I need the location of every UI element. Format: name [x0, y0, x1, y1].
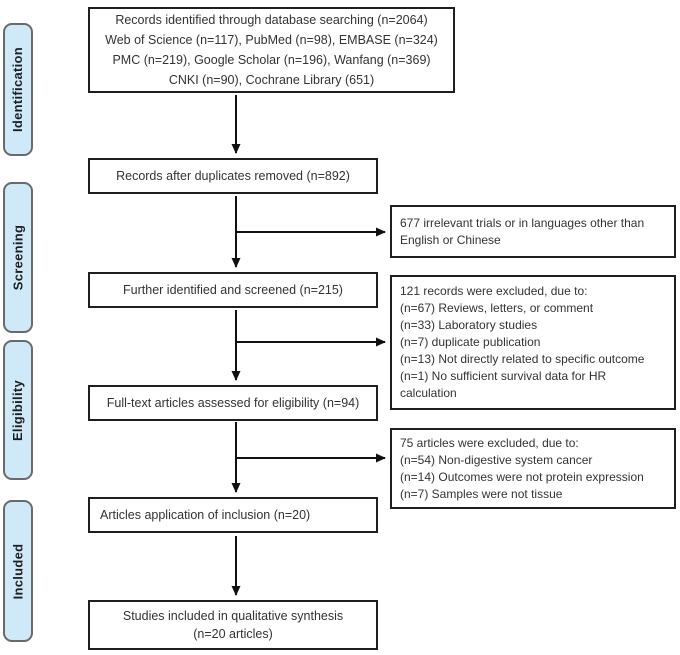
flow-box-line: Web of Science (n=117), PubMed (n=98), EMBASE (n=324): [105, 33, 438, 47]
flow-box-line: Articles application of inclusion (n=20): [100, 508, 311, 522]
exclusion-box-articles-excluded: [390, 428, 676, 509]
flow-box-line: PMC (n=219), Google Scholar (n=196), Wanfang (n=369): [112, 53, 431, 67]
exclusion-box-records-excluded: [390, 275, 676, 410]
exclusion-line: (n=14) Outcomes were not protein expression: [400, 469, 644, 484]
flow-box-qualitative-synthesis: [88, 600, 378, 650]
exclusion-line: 121 records were excluded, due to:: [400, 284, 588, 298]
flow-box-line: Records identified through database searching (n=2064): [115, 13, 428, 27]
flow-box-line: Further identified and screened (n=215): [123, 283, 343, 297]
exclusion-line: (n=1) No sufficient survival data for HR: [400, 369, 607, 383]
exclusion-line: calculation: [400, 386, 457, 400]
exclusion-line: 75 articles were excluded, due to:: [400, 435, 579, 450]
exclusion-line: (n=7) duplicate publication: [400, 335, 541, 349]
flow-box-line: (n=20 articles): [193, 627, 273, 641]
stage-label-text: Identification: [10, 46, 26, 133]
flow-box-line: CNKI (n=90), Cochrane Library (651): [168, 73, 375, 87]
exclusion-line: (n=54) Non-digestive system cancer: [400, 452, 593, 467]
exclusion-line: English or Chinese: [400, 232, 501, 247]
flow-box-line: Records after duplicates removed (n=892): [116, 169, 350, 183]
exclusion-line: (n=13) Not directly related to specific outcome: [400, 352, 645, 366]
flow-box-duplicates-removed: [88, 158, 378, 194]
stage-label-included: [3, 500, 33, 642]
flow-box-records-identified: [88, 7, 455, 93]
flow-box-line: Full-text articles assessed for eligibility (n=94): [106, 396, 360, 410]
stage-label-eligibility: [3, 340, 33, 480]
exclusion-line: (n=67) Reviews, letters, or comment: [400, 301, 594, 315]
flow-box-fulltext-assessed: [88, 385, 378, 421]
stage-label-identification: [3, 23, 33, 156]
flow-box-line: Studies included in qualitative synthesis: [122, 609, 344, 623]
stage-label-text: Screening: [10, 224, 26, 291]
stage-label-screening: [3, 182, 33, 333]
flow-box-articles-inclusion: [88, 497, 378, 533]
exclusion-line: (n=7) Samples were not tissue: [400, 486, 563, 501]
stage-label-text: Included: [10, 543, 26, 599]
exclusion-line: 677 irrelevant trials or in languages other than: [400, 215, 645, 230]
exclusion-box-irrelevant-trials: [390, 205, 676, 258]
flow-box-further-screened: [88, 272, 378, 308]
stage-label-text: Eligibility: [10, 379, 26, 441]
exclusion-line: (n=33) Laboratory studies: [400, 318, 538, 332]
